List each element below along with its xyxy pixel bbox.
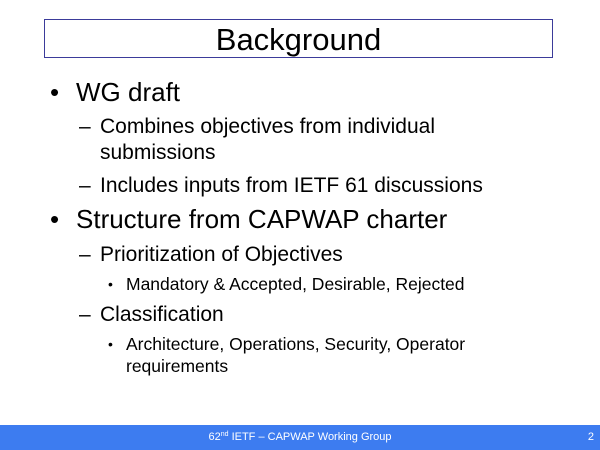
text-line: requirements (126, 356, 229, 376)
bullet-marker: • (50, 204, 60, 234)
sub-bullet-text: Classification (100, 303, 224, 326)
sub-sub-bullet-architecture (108, 333, 465, 377)
sub-bullet-includes (79, 173, 483, 199)
sub-bullet-combines (79, 114, 435, 166)
sub-sub-bullet-text (126, 333, 465, 377)
bullet-text: WG draft (76, 77, 181, 107)
sub-bullet-text: Prioritization of Objectives (100, 243, 343, 266)
bullet-marker: • (108, 336, 113, 352)
footer-bar (0, 425, 600, 450)
footer-ordinal-suffix: nd (220, 431, 229, 438)
sub-bullet-prioritization (79, 242, 343, 268)
bullet-marker: • (108, 276, 113, 292)
sub-sub-bullet-text: Mandatory & Accepted, Desirable, Rejected (126, 274, 465, 294)
slide-title: Background (215, 21, 382, 57)
footer-title: IETF – CAPWAP Working Group (228, 431, 392, 443)
dash-marker: – (79, 115, 91, 138)
bullet-marker: • (50, 77, 60, 107)
sub-bullet-text: Includes inputs from IETF 61 discussions (100, 174, 483, 197)
page-number: 2 (587, 431, 594, 443)
sub-bullet-classification (79, 302, 224, 328)
bullet-structure (50, 204, 447, 234)
bullet-text: Structure from CAPWAP charter (76, 204, 448, 234)
sub-bullet-text (100, 114, 435, 166)
text-line: submissions (100, 141, 216, 164)
text-line: Combines objectives from individual (100, 115, 435, 138)
title-box (44, 19, 553, 58)
dash-marker: – (79, 174, 91, 197)
footer-text (0, 431, 600, 444)
sub-sub-bullet-mandatory (108, 273, 465, 295)
footer-number: 62 (208, 431, 221, 443)
dash-marker: – (79, 243, 91, 266)
text-line: Architecture, Operations, Security, Operator (126, 334, 466, 354)
dash-marker: – (79, 303, 91, 326)
bullet-wg-draft (50, 77, 180, 107)
